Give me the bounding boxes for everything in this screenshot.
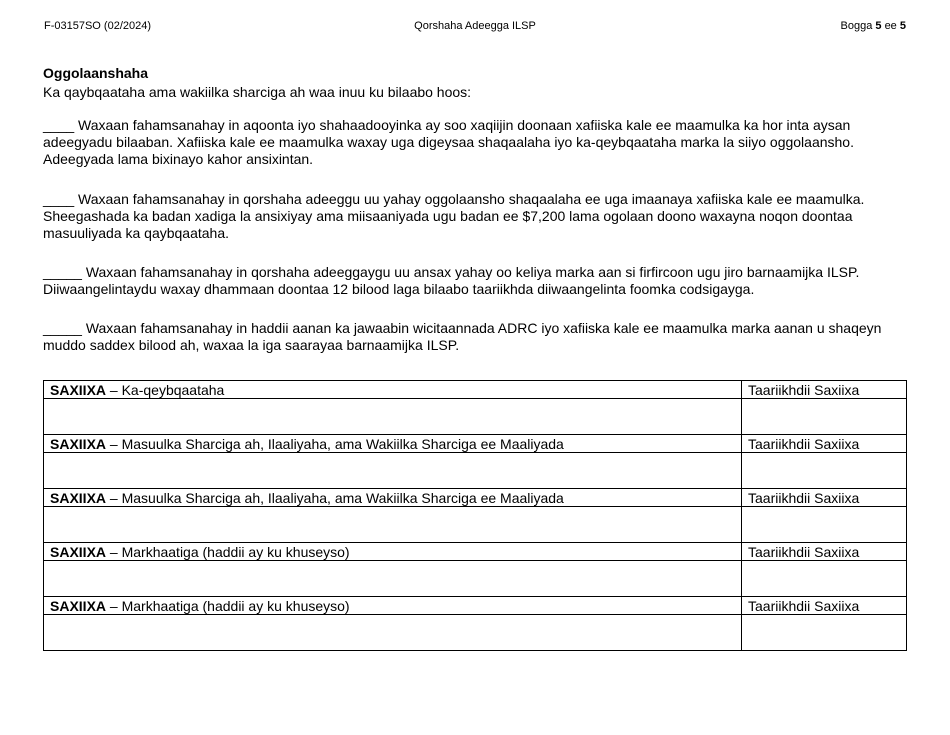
signature-date-field[interactable]: [742, 453, 907, 489]
signature-label: SAXIIXA – Masuulka Sharciga ah, Ilaaliyaha, ama Wakiilka Sharciga ee Maaliyada: [44, 435, 742, 453]
form-id: F-03157SO (02/2024): [44, 20, 152, 32]
consent-statement-4: _____ Waxaan fahamsanahay in haddii aanan ka jawaabin wicitaannada ADRC iyo xafiiska kale ee maamulka marka aanan u shaqeyn muddo saddex bilood ah, waxaa la iga saarayaa barnaamijka ILSP.: [43, 320, 882, 353]
section-heading: Oggolaanshaha: [43, 65, 149, 81]
signature-label-row: [44, 543, 907, 561]
signature-label-row: [44, 489, 907, 507]
page-number: Bogga 5 ee 5: [840, 20, 906, 32]
signature-label-row: [44, 597, 907, 615]
document-title: Qorshaha Adeegga ILSP: [414, 20, 536, 32]
signature-date-label: Taariikhdii Saxiixa: [742, 435, 907, 453]
signature-label-row: [44, 435, 907, 453]
signature-table: [43, 380, 907, 651]
signature-date-label: Taariikhdii Saxiixa: [742, 381, 907, 399]
signature-date-field[interactable]: [742, 615, 907, 651]
signature-field[interactable]: [44, 615, 742, 651]
signature-label: SAXIIXA – Masuulka Sharciga ah, Ilaaliyaha, ama Wakiilka Sharciga ee Maaliyada: [44, 489, 742, 507]
signature-date-field[interactable]: [742, 399, 907, 435]
signature-label-row: [44, 381, 907, 399]
consent-statement-2: ____ Waxaan fahamsanahay in qorshaha adeeggu uu yahay oggolaansho shaqaalaha ee uga imaanaya xafiiska kale ee maamulka. Sheegashada ka badan xadiga la ansixiyay ama miisaaniyada ugu badan ee $7,200 lama ogolaan doono waxayna noqon doontaa masuuliyada ka qaybqaataha.: [43, 191, 865, 241]
page-header: [44, 20, 906, 36]
signature-date-label: Taariikhdii Saxiixa: [742, 543, 907, 561]
signature-label: SAXIIXA – Ka-qeybqaataha: [44, 381, 742, 399]
signature-date-field[interactable]: [742, 561, 907, 597]
signature-date-field[interactable]: [742, 507, 907, 543]
section-intro: Ka qaybqaataha ama wakiilka sharciga ah waa inuu ku bilaabo hoos:: [43, 84, 472, 100]
signature-field[interactable]: [44, 507, 742, 543]
signature-entry-row: [44, 399, 907, 435]
consent-section: [43, 65, 911, 354]
signature-field[interactable]: [44, 453, 742, 489]
consent-statement-3: _____ Waxaan fahamsanahay in qorshaha adeeggaygu uu ansax yahay oo keliya marka aan si firfircoon ugu jiro barnaamijka ILSP. Diiwaangelintaydu waxay dhammaan doontaa 12 bilood laga bilaabo taariikhda diiwaangelinta foomka codsigayga.: [43, 264, 860, 297]
signature-date-label: Taariikhdii Saxiixa: [742, 597, 907, 615]
signature-field[interactable]: [44, 561, 742, 597]
signature-field[interactable]: [44, 399, 742, 435]
signature-entry-row: [44, 453, 907, 489]
signature-entry-row: [44, 615, 907, 651]
signature-label: SAXIIXA – Markhaatiga (haddii ay ku khuseyso): [44, 543, 742, 561]
signature-date-label: Taariikhdii Saxiixa: [742, 489, 907, 507]
signature-entry-row: [44, 507, 907, 543]
signature-entry-row: [44, 561, 907, 597]
signature-label: SAXIIXA – Markhaatiga (haddii ay ku khuseyso): [44, 597, 742, 615]
consent-statement-1: ____ Waxaan fahamsanahay in aqoonta iyo shahaadooyinka ay soo xaqiijin doonaan xafiiska kale ee maamulka ka hor inta aysan adeegyadu bilaaban. Xafiiska kale ee maamulka waxay uga digeysaa shaqaalaha iyo ka-qeybqaataha marka la siiyo oggolaansho. Adeegyada lama bixinayo kahor ansixintan.: [43, 117, 854, 167]
